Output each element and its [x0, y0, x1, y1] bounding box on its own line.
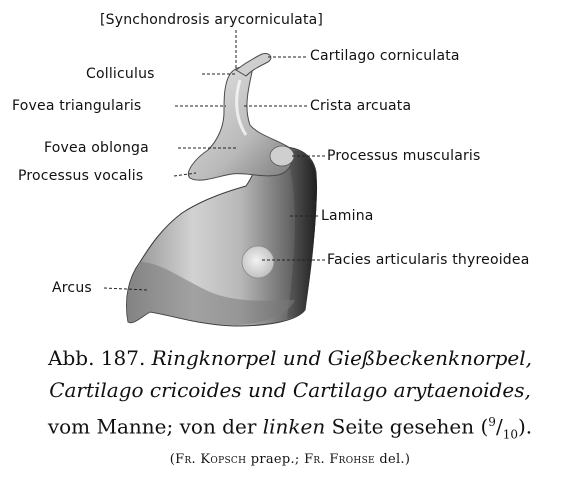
caption-credit — [0, 452, 580, 467]
label-processus-muscularis: Processus muscularis — [327, 148, 481, 164]
caption-title-2: Cartilago cricoides und Cartilago arytaenoides, — [49, 378, 531, 402]
label-lamina: Lamina — [321, 208, 374, 224]
label-crista-arcuata: Crista arcuata — [310, 98, 412, 114]
label-processus-vocalis: Processus vocalis — [18, 168, 144, 184]
credit-a-role: praep.; — [250, 452, 300, 467]
label-cartilago-corniculata: Cartilago corniculata — [310, 48, 460, 64]
label-synchondrosis: [Synchondrosis arycorniculata] — [100, 12, 324, 28]
processus-muscularis-knob — [270, 146, 294, 166]
caption-line-2 — [0, 378, 580, 402]
scale-denominator: 10 — [502, 427, 518, 442]
caption-end: ). — [517, 414, 533, 439]
credit-a-name: Kopsch — [200, 452, 247, 467]
label-fovea-triangularis: Fovea triangularis — [12, 98, 142, 114]
label-colliculus: Colliculus — [86, 66, 155, 82]
credit-a-initial: Fr. — [175, 452, 196, 467]
credit-b-initial: Fr. — [304, 452, 325, 467]
scale-numerator: 9 — [488, 415, 496, 429]
corniculate-cartilage — [236, 54, 271, 76]
caption-line-1 — [0, 346, 580, 370]
credit-b-name: Frohse — [329, 452, 375, 467]
label-arcus: Arcus — [52, 280, 92, 296]
facies-articularis-facet — [242, 246, 274, 278]
caption-line-3 — [0, 410, 580, 447]
credit-b-role: del.) — [379, 452, 411, 467]
label-facies-articularis: Facies articularis thyreoidea — [327, 252, 530, 268]
caption-text-a: vom Manne; von der — [47, 414, 257, 439]
credit-open: ( — [169, 452, 176, 467]
caption-title-1: Ringknorpel und Gießbeckenknorpel, — [151, 346, 532, 370]
label-fovea-oblonga: Fovea oblonga — [44, 140, 149, 156]
figure-number: Abb. 187. — [48, 346, 146, 370]
scale-separator: / — [495, 414, 503, 439]
caption-side: linken — [262, 414, 326, 439]
caption-text-c: Seite gesehen ( — [331, 414, 489, 439]
